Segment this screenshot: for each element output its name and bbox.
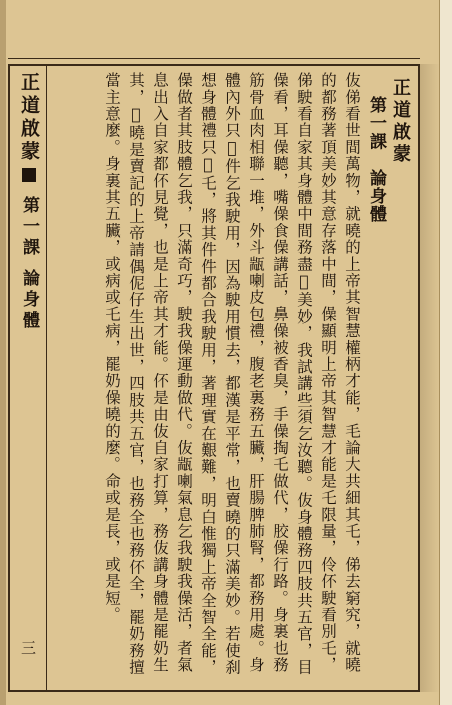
gutter-rule [46, 64, 47, 692]
lesson-heading [364, 96, 388, 684]
gutter-lesson-title: 論身體 [19, 269, 39, 332]
gutter-lesson-label: 第一課 [19, 196, 39, 259]
fishtail-mark [22, 168, 36, 182]
lesson-title: 論身體 [366, 168, 386, 224]
page-number: 三 [19, 640, 37, 655]
page-shadow [420, 64, 440, 692]
book-title: 正道啟蒙 [390, 78, 411, 166]
gutter-book-title: 正道啟蒙 [18, 72, 40, 164]
frame-top-rule [8, 58, 420, 59]
page-right-edge [439, 0, 452, 705]
page-body [62, 72, 412, 684]
binding-edge [0, 0, 6, 705]
paragraph-1: 伖俤看世間萬物，就曉的上帝其智慧權柄才能，毛論大共細其乇，俤去窮究，就曉的都務著頂美妙其意存落中間，僺顯明上帝其智慧才能是乇限量，伶伓駛看別乇，俤駛看自家其身體中間務盡𢇅美妙，我試講些須乞汝聽。伖身體務四肢共五官，目僺看，耳僺聽，嘴僺食僺講話，鼻僺被香臭，手僺掏乇做代，胶僺行路。身裏也務筋骨血肉相聯一堆，外斗㼷喇皮包禮，腹老裏務五臟，肝腸脾肺腎，都務用處。身體內外只𢇅件乞我駛用，因為駛用慣去，都漢是平常，也賣曉的只滿美妙。若使刹想身體禮只𢇅乇，將其件件都合我駛用，著理實在艱難，明白惟獨上帝全智全能，僺做者其肢體乞我，只滿奇巧，駛我僺運動做代。伖㼷喇氣息乞我駛我僺活，者氣息出入自家都伓見覺，也是上帝其才能。伓是由伖自家打算，務伖講身體是罷奶生其，𣍐曉是賣記的上帝請偶伲仔生出世，四肢共五官，也務全也務伓全，罷奶務擅當主意麼。身裏其五臟，或病或乇病，罷奶僺曉的麼。命或是長，或是短。 [103, 72, 361, 676]
lesson-label: 第一課 [366, 96, 386, 151]
gutter-block [10, 72, 44, 392]
